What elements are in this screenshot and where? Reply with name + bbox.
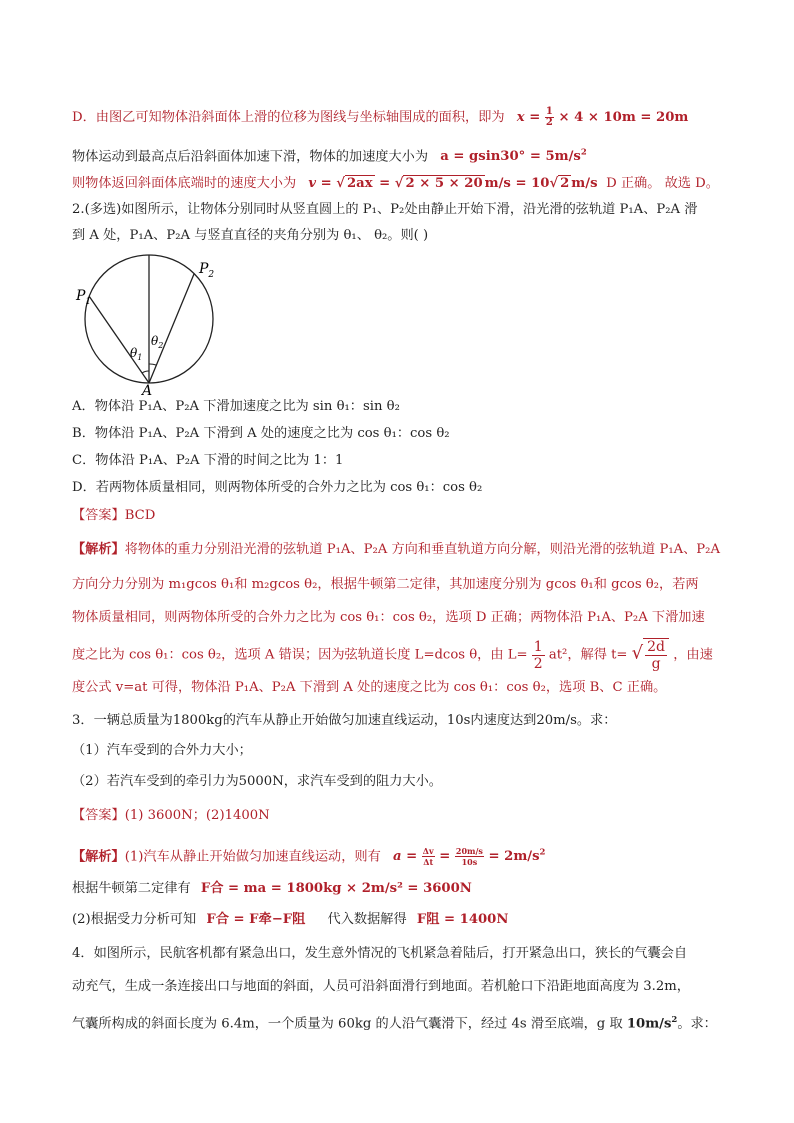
q2-option-c: C．物体沿 P₁A、P₂A 下滑的时间之比为 1：1	[72, 453, 344, 468]
q4-stem-line3: 气囊所构成的斜面长度为 6.4m，一个质量为 60kg 的人沿气囊滑下，经过 4s 滑至底端，g 取 $10m/s^2$。求：	[72, 1015, 717, 1032]
q2-analysis-line5: 度公式 v=at 可得，物体沿 P₁A、P₂A 下滑到 A 处的速度之比为 cos θ₁：cos θ₂，选项 B、C 正确。	[72, 680, 667, 695]
q2-analysis-line2: 方向分力分别为 m₁gcos θ₁和 m₂gcos θ₂，根据牛顿第二定律，其加速度分别为 gcos θ₁和 gcos θ₂，若两	[72, 577, 699, 592]
formula-accel: a = $\frac{\Delta v}{\Delta t}$ = $\frac{20m/s}{10s}$ = $2m/s^2$	[393, 846, 546, 868]
q2-stem-line1: 2.(多选)如图所示，让物体分别同时从竖直圆上的 P₁、P₂处由静止开始下滑，沿光滑的弦轨道 P₁A、P₂A 滑	[72, 202, 698, 217]
formula-force-balance: F合 = F牵−F阻	[206, 912, 306, 927]
circle-chord-diagram	[72, 245, 222, 395]
q2-analysis-line3: 物体质量相同，则两物体所受的合外力之比为 cos θ₁：cos θ₂，选项 D 正确；两物体沿 P₁A、P₂A 下滑加速	[72, 610, 705, 625]
q3-sub1: （1）汽车受到的合外力大小；	[72, 743, 252, 758]
q3-stem: 3．一辆总质量为1800kg的汽车从静止开始做匀加速直线运动，10s内速度达到20m/s。求：	[72, 713, 617, 728]
label-p2: $P_2$	[199, 261, 215, 280]
angle-arc-theta1	[142, 371, 149, 373]
fraction-half: $\frac{1}{2}$	[545, 106, 553, 128]
formula-x: x =	[516, 110, 541, 125]
fraction-half-2: $\frac{1}{2}$	[533, 638, 543, 672]
q4-stem-line1: 4．如图所示，民航客机都有紧急出口，发生意外情况的飞机紧急着陆后，打开紧急出口，狭长的气囊会自	[72, 946, 688, 961]
solution-d-text3: 则物体返回斜面体底端时的速度大小为	[72, 176, 297, 191]
analysis-label: 【解析】	[72, 542, 125, 557]
label-p1: $P_1$	[76, 288, 92, 307]
q2-analysis-line4: 度之比为 cos θ₁：cos θ₂，选项 A 错误；因为弦轨道长度 L=dcos θ，由 L= $\frac{1}{2}$ at²，解得 t= √ $\frac{2d}{g}$ ，由速	[72, 638, 713, 672]
q2-option-a: A．物体沿 P₁A、P₂A 下滑加速度之比为 sin θ₁：sin θ₂	[72, 399, 400, 414]
q2-answer: 【答案】BCD	[72, 508, 156, 523]
solution-d-text2: 物体运动到最高点后沿斜面体加速下滑，物体的加速度大小为	[72, 149, 429, 165]
solution-d-conclusion: D 正确。 故选 D。	[606, 176, 719, 191]
q3-sub2: （2）若汽车受到的牵引力为5000N，求汽车受到的阻力大小。	[72, 774, 442, 789]
chord-p2a	[149, 274, 194, 383]
formula-net-force: F合 = ma = 1800kg × 2m/s² = 3600N	[200, 881, 472, 896]
angle-arc-theta2	[149, 364, 156, 365]
formula-x-rhs: × 4 × 10m = 20m	[558, 110, 689, 125]
label-theta1: $\theta_1$	[130, 346, 143, 362]
q2-analysis-line1: 【解析】将物体的重力分别沿光滑的弦轨道 P₁A、P₂A 方向和垂直轨道方向分解，则沿光滑的弦轨道 P₁A、P₂A	[72, 542, 720, 557]
q3-analysis-line1: 【解析】(1)汽车从静止开始做匀加速直线运动，则有 a = $\frac{\Delta v}{\Delta t}$ = $\frac{20m/s}{10s}$ = $2m/s^2$	[72, 846, 546, 868]
q2-stem-line2: 到 A 处，P₁A、P₂A 与竖直直径的夹角分别为 θ₁、 θ₂。则( )	[72, 228, 429, 243]
q2-option-d: D．若两物体质量相同，则两物体所受的合外力之比为 cos θ₁：cos θ₂	[72, 480, 483, 495]
solution-d-line2: 物体运动到最高点后沿斜面体加速下滑，物体的加速度大小为 $a = gsin30^\circ = 5m/s^2$	[72, 148, 587, 165]
formula-resistance: F阻 = 1400N	[416, 912, 509, 927]
solution-d-line1	[72, 107, 688, 128]
label-a: A	[142, 383, 153, 395]
q3-answer: 【答案】(1) 3600N；(2)1400N	[72, 808, 270, 823]
label-theta2: $\theta_2$	[151, 334, 164, 350]
q2-option-b: B．物体沿 P₁A、P₂A 下滑到 A 处的速度之比为 cos θ₁：cos θ₂	[72, 426, 450, 441]
solution-d-line3	[72, 174, 719, 194]
sqrt-2d-over-g: $\frac{2d}{g}$	[643, 638, 669, 672]
solution-d-text1: D．由图乙可知物体沿斜面体上滑的位移为图线与坐标轴围成的面积，即为	[72, 110, 505, 125]
formula-a: a = gsin30° = 5m/s	[440, 149, 581, 165]
q3-analysis-line3: (2)根据受力分析可知 F合 = F牵−F阻 代入数据解得 F阻 = 1400N	[72, 912, 509, 927]
chord-p1a	[89, 296, 149, 383]
q3-analysis-line2: 根据牛顿第二定律有 F合 = ma = 1800kg × 2m/s² = 3600N	[72, 881, 472, 896]
formula-v: v = √ 2ax = √ 2 × 5 × 20 m/s = 10√ 2 m/s	[308, 176, 598, 191]
q4-stem-line2: 动充气，生成一条连接出口与地面的斜面，人员可沿斜面滑行到地面。若机舱口下沿距地面高度为 3.2m，	[72, 979, 690, 994]
